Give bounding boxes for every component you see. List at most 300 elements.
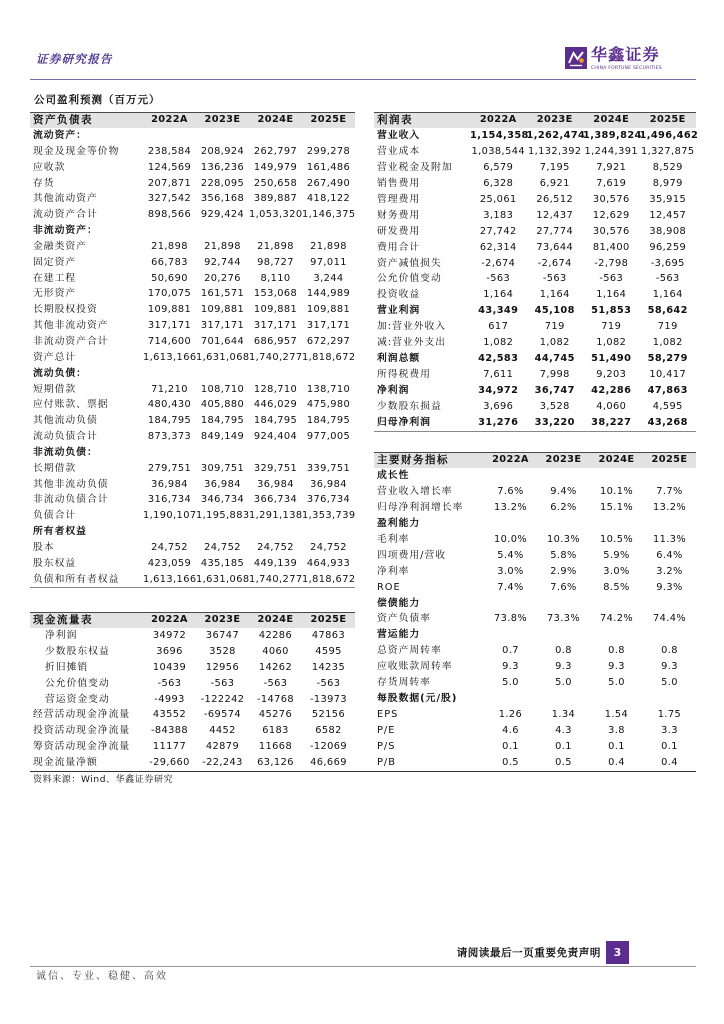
table-row [374, 128, 699, 144]
row-label: 非流动资产： [33, 225, 98, 237]
table-row [30, 676, 355, 692]
row-value: 6,328 [483, 177, 514, 189]
row-value: 9.3 [502, 661, 519, 673]
row-label: 营业收入增长率 [377, 485, 453, 497]
row-value: 45,108 [534, 305, 575, 317]
row-label: 股东权益 [33, 557, 77, 569]
row-value: 66,783 [151, 256, 188, 268]
row-value: 924,404 [253, 431, 298, 443]
row-label: 资产减值损失 [377, 257, 442, 269]
row-value: 0.8 [608, 645, 625, 657]
logo-name: 华鑫证券 [591, 45, 660, 64]
row-value: -563 [486, 273, 511, 285]
row-value: 389,887 [253, 193, 298, 205]
row-value: 9.4% [550, 485, 577, 497]
row-value: -2,674 [481, 257, 516, 269]
row-value: 1,164 [539, 289, 570, 301]
row-value: -3,695 [650, 257, 685, 269]
row-value: 4,060 [596, 400, 627, 412]
row-value: 12,437 [536, 209, 574, 221]
row-value: 6.2% [550, 501, 577, 513]
section-heading-row [30, 223, 355, 239]
row-value: 36,984 [257, 478, 294, 490]
table-row [374, 176, 696, 192]
row-value: 4595 [315, 645, 342, 657]
row-value: 1,038,544 [471, 145, 525, 157]
row-value: -29,660 [149, 757, 190, 769]
row-value: 4452 [209, 725, 236, 737]
table-row [374, 564, 696, 580]
table-header-row [374, 112, 696, 128]
row-value: 719 [601, 321, 622, 333]
section-heading-row [30, 524, 355, 540]
row-value: 184,795 [147, 415, 192, 427]
row-value: 24,752 [151, 541, 188, 553]
section-heading-row [374, 516, 696, 532]
row-label: 偿债能力 [377, 597, 421, 609]
section-heading-row [374, 596, 696, 612]
table-title: 资产负债表 [33, 114, 93, 126]
row-value: 24,752 [204, 541, 241, 553]
row-value: 238,584 [147, 145, 192, 157]
row-value: 30,576 [592, 193, 630, 205]
row-value: 7,619 [596, 177, 627, 189]
tables-bottom-divider [30, 771, 696, 772]
table-row [374, 208, 696, 224]
row-value: 149,979 [253, 161, 298, 173]
row-label: 营运能力 [377, 629, 421, 641]
table-row [374, 643, 696, 659]
row-value: 97,011 [310, 256, 347, 268]
row-label: 金融类资产 [33, 240, 87, 252]
row-value: 109,881 [306, 304, 351, 316]
row-value: 153,068 [253, 288, 298, 300]
row-label: 减:营业外支出 [377, 337, 447, 349]
row-value: 366,734 [253, 494, 298, 506]
table-row [30, 461, 355, 477]
year-header: 2025E [310, 114, 347, 125]
row-value: -22,243 [202, 757, 243, 769]
row-value: 0.1 [661, 740, 678, 752]
row-value: 5.0 [608, 677, 625, 689]
row-value: 1,082 [652, 337, 683, 349]
table-row [374, 224, 696, 240]
row-label: 长期借款 [33, 462, 77, 474]
section-heading-row [374, 627, 696, 643]
row-value: 74.4% [652, 613, 687, 625]
row-value: 42879 [205, 741, 240, 753]
row-value: 9.3 [555, 661, 572, 673]
row-value: 1,082 [483, 337, 514, 349]
row-value: 0.1 [555, 740, 572, 752]
row-value: 62,314 [479, 241, 517, 253]
row-value: 9.3 [661, 661, 678, 673]
table-row [30, 572, 355, 588]
row-value: 51,490 [591, 353, 632, 365]
year-header: 2024E [598, 454, 635, 465]
row-label: 毛利率 [377, 533, 410, 545]
table-row [30, 239, 355, 255]
row-value: 1,154,358 [470, 130, 529, 141]
row-label: 每股数据(元/股) [377, 693, 458, 705]
row-value: 1,164 [483, 289, 514, 301]
row-value: 21,898 [310, 240, 347, 252]
table-title: 主要财务指标 [377, 454, 449, 466]
balance-sheet-table [30, 112, 355, 588]
row-label: 资产总计 [33, 351, 77, 363]
row-value: 24,752 [310, 541, 347, 553]
row-value: 3,696 [483, 400, 514, 412]
row-label: 长期股权投资 [33, 304, 98, 316]
row-value: 6,579 [483, 161, 514, 173]
row-value: 138,710 [306, 383, 351, 395]
row-value: 250,658 [253, 177, 298, 189]
row-value: 35,915 [649, 193, 687, 205]
table-title: 现金流量表 [33, 614, 93, 626]
table-row [374, 271, 696, 287]
row-value: 46,669 [310, 757, 347, 769]
row-label: 财务费用 [377, 209, 421, 221]
row-value: 1,132,392 [528, 145, 582, 157]
logo-subtitle: CHINA FORTUNE SECURITIES [591, 66, 662, 71]
table-row [30, 692, 355, 708]
row-value: 161,571 [200, 288, 245, 300]
row-value: 38,227 [591, 416, 632, 428]
row-label: 净利润 [45, 630, 78, 641]
row-value: 0.7 [502, 645, 519, 657]
year-header: 2023E [204, 114, 241, 125]
row-value: 7,998 [539, 369, 570, 381]
row-value: 21,898 [257, 240, 294, 252]
table-header-row [374, 452, 696, 468]
row-value: 47863 [311, 630, 346, 641]
row-label: 固定资产 [33, 256, 77, 268]
logo-icon [565, 47, 587, 69]
row-value: -69574 [203, 709, 242, 721]
section-heading-row [30, 445, 355, 461]
row-value: 207,871 [147, 177, 192, 189]
row-value: 228,095 [200, 177, 245, 189]
row-value: 714,600 [147, 335, 192, 347]
row-value: 36747 [205, 630, 240, 641]
row-value: 449,139 [253, 557, 298, 569]
row-value: 27,742 [479, 225, 517, 237]
row-value: 5.0 [502, 677, 519, 689]
row-value: 1,082 [539, 337, 570, 349]
page-number: 3 [606, 941, 629, 964]
table-row [374, 548, 696, 564]
table-row [30, 160, 355, 176]
table-row [30, 644, 355, 660]
row-label: 利润总额 [377, 353, 421, 365]
row-value: 1,262,474 [526, 130, 586, 141]
table-row [374, 611, 696, 627]
row-value: 1,291,138 [249, 510, 303, 522]
table-row [30, 350, 355, 366]
row-label: 费用合计 [377, 241, 421, 253]
row-value: 10.5% [599, 533, 634, 545]
row-label: 四项费用/营收 [377, 549, 447, 561]
row-value: 423,059 [147, 557, 192, 569]
row-value: 15.1% [599, 501, 634, 513]
row-value: 1,195,883 [196, 510, 250, 522]
row-value: 43,349 [478, 305, 519, 317]
row-value: 3,244 [313, 272, 344, 284]
row-value: 51,853 [591, 305, 632, 317]
table-row [30, 556, 355, 572]
row-value: 279,751 [147, 462, 192, 474]
row-value: 262,797 [253, 145, 298, 157]
table-row [30, 334, 355, 350]
row-value: 13.2% [652, 501, 687, 513]
row-value: 3.2% [656, 565, 683, 577]
row-label: 归母净利润增长率 [377, 501, 464, 513]
table-row [374, 144, 696, 160]
row-value: 144,989 [306, 288, 351, 300]
row-value: 170,075 [147, 288, 192, 300]
table-row [374, 755, 696, 771]
row-value: 4,595 [652, 400, 683, 412]
table-row [30, 660, 355, 676]
row-value: 7,611 [483, 369, 514, 381]
row-value: 14262 [258, 661, 293, 673]
year-header: 2024E [593, 114, 630, 125]
table-row [374, 659, 696, 675]
row-value: 4060 [262, 645, 289, 657]
row-value: 58,642 [647, 305, 688, 317]
row-value: 0.8 [555, 645, 572, 657]
row-value: 4.3 [555, 725, 572, 736]
row-value: 356,168 [200, 193, 245, 205]
table-row [30, 755, 355, 771]
row-value: 0.4 [661, 756, 678, 768]
row-label: 总资产周转率 [377, 645, 442, 657]
row-value: 26,512 [536, 193, 574, 205]
row-value: 1,244,391 [584, 145, 638, 157]
row-label: 研发费用 [377, 225, 421, 237]
row-label: 经营活动现金净流量 [33, 709, 131, 721]
row-label: 所得税费用 [377, 369, 431, 381]
row-value: 7,195 [539, 161, 570, 173]
row-value: 2.9% [550, 565, 577, 577]
row-label: 净利率 [377, 565, 410, 577]
row-value: 3.3 [661, 725, 678, 736]
row-value: 161,486 [306, 161, 351, 173]
row-value: 1,613,166 [143, 351, 197, 363]
row-value: 128,710 [253, 383, 298, 395]
row-label: 非流动负债： [33, 446, 98, 458]
row-value: 3.8 [608, 725, 625, 736]
row-value: -563 [157, 677, 182, 689]
row-value: 27,774 [536, 225, 574, 237]
row-label: 少数股东权益 [45, 645, 110, 657]
table-row [374, 580, 696, 596]
row-label: 营运资金变动 [45, 693, 110, 705]
row-value: 34,972 [478, 385, 519, 396]
row-value: 0.5 [555, 756, 572, 768]
row-label: ROE [377, 581, 401, 593]
row-label: EPS [377, 709, 399, 721]
year-header: 2023E [545, 454, 582, 465]
row-value: 5.0 [555, 677, 572, 689]
row-value: 9.3% [656, 581, 683, 593]
table-row [30, 302, 355, 318]
row-value: 30,576 [592, 225, 630, 237]
table-row [30, 492, 355, 508]
row-value: 10.1% [599, 485, 634, 497]
table-row [374, 723, 696, 739]
row-value: 42286 [258, 630, 293, 641]
row-value: 418,122 [306, 193, 351, 205]
row-value: 8.5% [603, 581, 630, 593]
page-title: 公司盈利预测（百万元） [34, 94, 161, 106]
row-label: 少数股东损益 [377, 400, 442, 412]
row-value: 1,631,068 [196, 573, 250, 585]
row-label: 其他流动资产 [33, 193, 98, 205]
year-header: 2024E [257, 114, 294, 125]
table-row [30, 176, 355, 192]
row-value: -563 [210, 677, 235, 689]
row-value: 3.0% [497, 565, 524, 577]
row-label: P/S [377, 740, 396, 752]
row-label: 营业成本 [377, 145, 421, 157]
row-value: 1,053,320 [249, 209, 303, 221]
row-label: 其他非流动负债 [33, 478, 109, 490]
row-label: 归母净利润 [377, 416, 431, 428]
row-value: 10.0% [493, 533, 528, 545]
row-value: 317,171 [200, 320, 245, 332]
row-value: 7,921 [596, 161, 627, 173]
cash-flow-table [30, 612, 355, 771]
row-value: 3528 [209, 645, 236, 657]
row-value: 12956 [205, 661, 240, 673]
source-note: 资料来源：Wind、华鑫证券研究 [33, 775, 174, 785]
row-value: 12,629 [592, 209, 630, 221]
table-row [30, 255, 355, 271]
row-value: -2,674 [537, 257, 572, 269]
row-label: 在建工程 [33, 272, 77, 284]
row-value: 1,190,107 [143, 510, 197, 522]
section-heading-row [374, 468, 696, 484]
row-value: 686,957 [253, 335, 298, 347]
table-row [30, 207, 355, 223]
row-value: 109,881 [200, 304, 245, 316]
row-label: P/B [377, 756, 396, 768]
table-row [30, 477, 355, 493]
year-header: 2022A [151, 614, 188, 625]
table-row [30, 397, 355, 413]
row-value: 4.6 [502, 725, 519, 736]
table-row [374, 532, 696, 548]
footer-divider [30, 966, 696, 967]
table-header-row [30, 612, 355, 628]
row-value: 849,149 [200, 431, 245, 443]
row-value: 58,279 [647, 353, 688, 365]
table-row [30, 723, 355, 739]
row-value: 3,183 [483, 209, 514, 221]
row-label: 流动负债： [33, 367, 87, 379]
row-value: 1,327,875 [641, 145, 695, 157]
table-row [30, 429, 355, 445]
row-label: 流动资产： [33, 130, 87, 141]
row-value: 480,430 [147, 399, 192, 411]
row-value: 5.0 [661, 677, 678, 689]
row-value: 10.3% [546, 533, 581, 545]
row-label: 存货 [33, 177, 55, 189]
row-value: 1,818,672 [302, 573, 356, 585]
row-value: -13973 [309, 693, 348, 705]
row-value: 0.1 [608, 740, 625, 752]
table-row [374, 319, 696, 335]
row-value: 184,795 [253, 415, 298, 427]
table-row [30, 628, 355, 644]
row-value: -563 [263, 677, 288, 689]
row-label: 折旧摊销 [45, 661, 89, 673]
row-value: 5.9% [603, 549, 630, 561]
row-value: 24,752 [257, 541, 294, 553]
table-row [374, 484, 696, 500]
row-label: 营业收入 [377, 130, 421, 141]
row-value: 1,740,277 [249, 573, 303, 585]
row-label: 短期借款 [33, 383, 77, 395]
row-value: 1,164 [652, 289, 683, 301]
row-value: -563 [316, 677, 341, 689]
table-row [374, 192, 696, 208]
row-value: 73.3% [546, 613, 581, 625]
header-divider [30, 79, 696, 80]
row-value: 873,373 [147, 431, 192, 443]
table-title: 利润表 [377, 114, 413, 126]
row-label: 负债和所有者权益 [33, 573, 120, 585]
table-row [374, 335, 696, 351]
row-value: 929,424 [200, 209, 245, 221]
row-label: 现金流量净额 [33, 757, 98, 769]
row-value: 13.2% [493, 501, 528, 513]
row-label: 其他非流动资产 [33, 320, 109, 332]
row-value: 6,921 [539, 177, 570, 189]
table-row [374, 675, 696, 691]
row-value: 108,710 [200, 383, 245, 395]
row-value: 309,751 [200, 462, 245, 474]
row-label: 负债合计 [33, 510, 77, 522]
year-header: 2022A [479, 114, 517, 125]
row-value: 43,268 [647, 416, 688, 428]
row-value: 299,278 [306, 145, 351, 157]
row-value: 6183 [262, 725, 289, 737]
table-row [374, 160, 696, 176]
row-value: 74.2% [599, 613, 634, 625]
year-header: 2025E [651, 454, 688, 465]
row-value: 11.3% [652, 533, 687, 545]
row-value: 977,005 [306, 431, 351, 443]
row-value: 346,734 [200, 494, 245, 506]
row-value: 124,569 [147, 161, 192, 173]
row-value: 21,898 [151, 240, 188, 252]
row-value: 1.75 [657, 709, 682, 721]
row-value: 1,496,462 [639, 130, 699, 141]
table-row [30, 707, 355, 723]
row-label: 所有者权益 [33, 526, 87, 538]
row-value: 73.8% [493, 613, 528, 625]
row-value: 98,727 [257, 256, 294, 268]
row-value: 0.4 [608, 756, 625, 768]
section-heading-row [374, 691, 696, 707]
row-value: 10439 [152, 661, 187, 673]
row-label: 管理费用 [377, 193, 421, 205]
row-value: 446,029 [253, 399, 298, 411]
row-label: 非流动负债合计 [33, 494, 109, 506]
row-value: 898,566 [147, 209, 192, 221]
